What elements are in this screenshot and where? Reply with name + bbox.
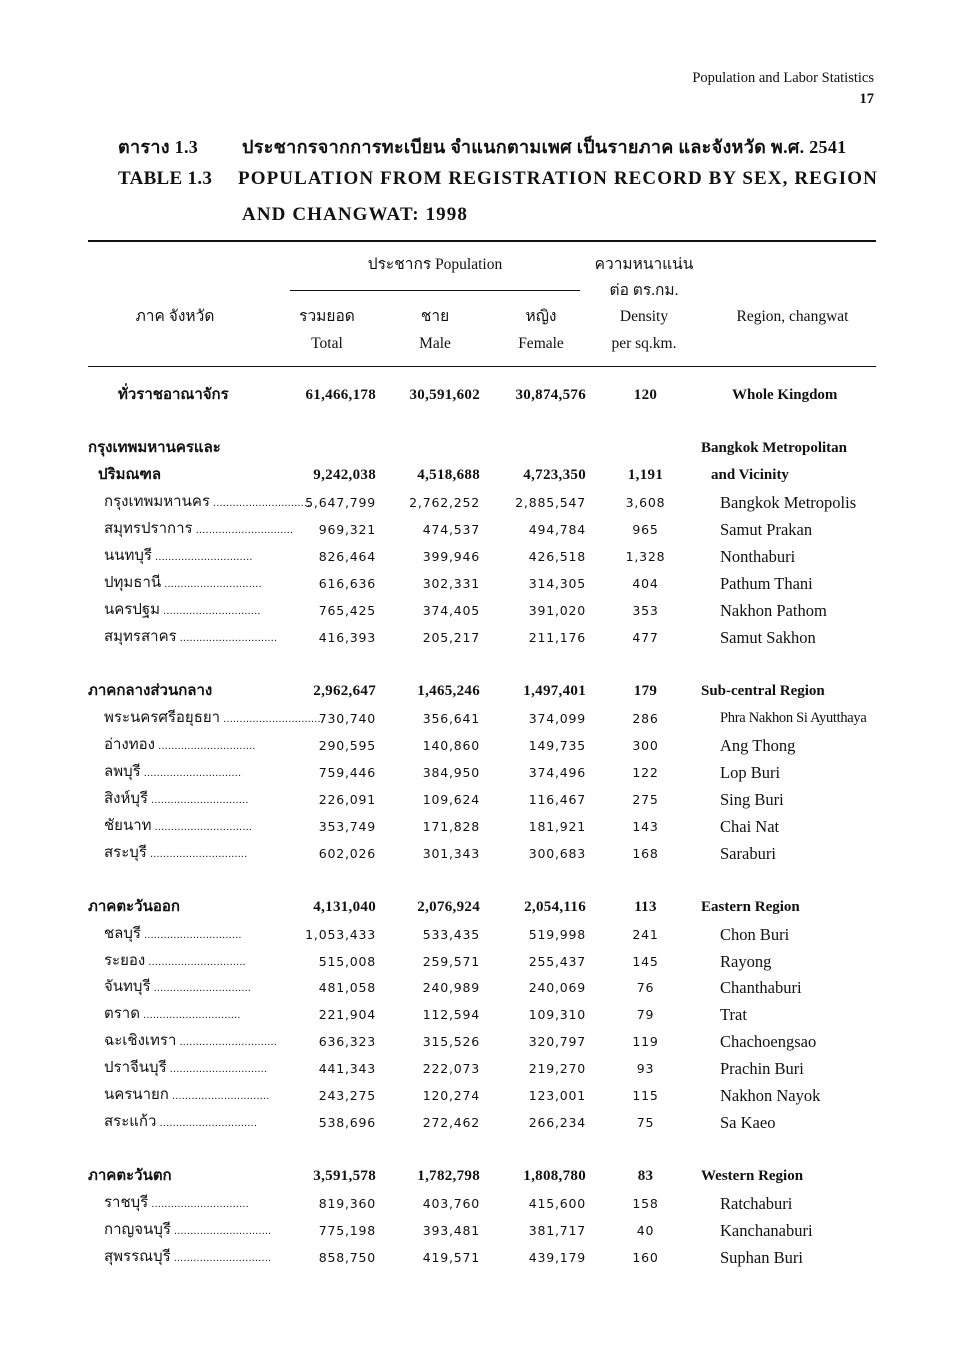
leader-dots: .............................. (170, 1252, 272, 1264)
cell-male: 120,274 (422, 1088, 480, 1103)
leader-dots: .............................. (140, 929, 242, 941)
cell-region-thai (104, 1244, 272, 1271)
cell-female: 109,310 (528, 1007, 586, 1022)
caption-english-text: POPULATION FROM REGISTRATION RECORD BY SEX, REGION (237, 168, 878, 189)
cell-region-thai: กรุงเทพมหานครและ (88, 440, 221, 456)
cell-region-thai (104, 1001, 269, 1028)
cell-density: 158 (632, 1196, 659, 1211)
cell-total: 353,749 (318, 819, 376, 834)
leader-dots: .............................. (145, 956, 246, 968)
cell-region-thai (88, 894, 253, 921)
cell-female: 374,496 (528, 765, 586, 780)
table-row-region-heading (88, 435, 888, 462)
cell-total: 858,750 (318, 1250, 376, 1265)
table-row-province (88, 948, 888, 975)
cell-female: 219,270 (528, 1061, 586, 1076)
cell-male: 240,989 (422, 980, 480, 995)
cell-region-thai (104, 732, 269, 759)
leader-dots: .............................. (151, 551, 253, 563)
cell-region-thai-label: ลพบุรี (104, 764, 141, 780)
cell-region-thai: ปริมณฑล (98, 467, 162, 483)
cell-region-thai-label: ชลบุรี (104, 926, 141, 942)
cell-region-english: Nonthaburi (720, 547, 796, 566)
cell-male: 140,860 (422, 738, 480, 753)
cell-density: 113 (634, 899, 657, 915)
cell-total: 4,131,040 (313, 899, 376, 915)
cell-region-english: Sa Kaeo (720, 1113, 776, 1132)
table-row-province (88, 921, 888, 948)
cell-density: 122 (632, 765, 659, 780)
cell-male: 109,624 (422, 792, 480, 807)
cell-total: 1,053,433 (305, 927, 376, 942)
cell-male: 222,073 (422, 1061, 480, 1076)
header-female-english: Female (518, 335, 564, 352)
cell-region-thai (104, 1028, 278, 1055)
cell-region-thai (104, 624, 278, 651)
cell-total: 819,360 (318, 1196, 376, 1211)
cell-region-english: Samut Prakan (720, 520, 813, 539)
cell-region-thai (104, 1217, 272, 1244)
cell-density: 83 (637, 1168, 654, 1184)
cell-female: 181,921 (528, 819, 586, 834)
cell-region-english: Chachoengsao (720, 1032, 817, 1051)
cell-region-english: Pathum Thani (720, 574, 813, 593)
table-row-province (88, 516, 888, 543)
cell-male: 315,526 (422, 1034, 480, 1049)
header-total-english: Total (311, 335, 343, 352)
leader-dots: .............................. (170, 1225, 272, 1237)
cell-total: 765,425 (318, 603, 376, 618)
cell-male: 356,641 (422, 711, 480, 726)
cell-female: 320,797 (528, 1034, 586, 1049)
running-head (692, 68, 874, 110)
cell-female: 1,497,401 (523, 683, 586, 699)
cell-region-thai (104, 759, 269, 786)
table-row-region-total (88, 462, 888, 489)
cell-total: 290,595 (318, 738, 376, 753)
leader-dots: .............................. (146, 848, 248, 860)
cell-female: 2,885,547 (515, 495, 586, 510)
table-row-province (88, 813, 888, 840)
cell-density: 1,328 (625, 549, 666, 564)
header-region-thai: ภาค จังหวัด (135, 308, 215, 325)
cell-density: 179 (633, 683, 658, 699)
cell-total: 636,323 (318, 1034, 376, 1049)
header-density-thai-unit: ต่อ ตร.กม. (609, 282, 679, 299)
table-row-region-total (88, 894, 888, 921)
leader-dots: .............................. (209, 497, 311, 509)
header-population-rule (290, 290, 580, 291)
cell-total: 221,904 (318, 1007, 376, 1022)
header-male-english: Male (419, 335, 451, 352)
cell-total: 61,466,178 (305, 387, 376, 403)
header-region-english: Region, changwat (736, 308, 849, 325)
table-row-province (88, 732, 888, 759)
cell-density: 3,608 (625, 495, 666, 510)
cell-region-thai (104, 489, 311, 516)
cell-density: 75 (636, 1115, 655, 1130)
cell-region-thai (104, 570, 269, 597)
cell-region-thai (104, 543, 269, 570)
cell-density: 965 (632, 522, 659, 537)
cell-region-english: Samut Sakhon (720, 628, 816, 647)
cell-density: 145 (632, 954, 659, 969)
cell-region-thai (104, 813, 269, 840)
cell-female: 240,069 (528, 980, 586, 995)
cell-region-thai (104, 1109, 269, 1136)
leader-dots: .............................. (220, 713, 321, 725)
caption-thai-label: ตาราง 1.3 (118, 137, 199, 157)
cell-female: 439,179 (528, 1250, 586, 1265)
cell-region-thai (104, 786, 269, 813)
table-row-province (88, 786, 888, 813)
cell-region-thai-label: ปทุมธานี (104, 575, 162, 591)
cell-total: 3,591,578 (313, 1168, 376, 1184)
header-total-thai: รวมยอด (299, 308, 355, 325)
table-row-province (88, 1190, 888, 1217)
cell-total: 5,647,799 (305, 495, 376, 510)
cell-total: 226,091 (318, 792, 376, 807)
leader-dots: .............................. (166, 1063, 268, 1075)
cell-density: 286 (632, 711, 659, 726)
cell-region-thai (88, 678, 253, 705)
table-caption (118, 132, 878, 240)
cell-region-thai (104, 974, 269, 1001)
table-row-province (88, 759, 888, 786)
cell-region-english: Western Region (701, 1168, 804, 1184)
header-density-english: Density (619, 308, 669, 325)
table-row-province (88, 597, 888, 624)
cell-region-english: Nakhon Pathom (720, 601, 827, 620)
cell-region-english: Eastern Region (701, 899, 800, 915)
cell-female: 300,683 (528, 846, 586, 861)
cell-density: 241 (632, 927, 659, 942)
cell-region-thai-label: ภาคกลางส่วนกลาง (88, 683, 213, 699)
header-male-thai: ชาย (420, 308, 450, 325)
cell-region-thai-label: สุพรรณบุรี (104, 1249, 171, 1265)
caption-thai (118, 132, 878, 168)
cell-female: 391,020 (528, 603, 586, 618)
cell-male: 2,762,252 (409, 495, 480, 510)
table-row-province (88, 1244, 888, 1271)
cell-male: 112,594 (422, 1007, 480, 1022)
cell-region-thai-label: สระแก้ว (104, 1114, 157, 1130)
cell-density: 76 (636, 980, 655, 995)
table-row-region-total (88, 1163, 888, 1190)
cell-region-thai-label: ภาคตะวันออก (88, 899, 180, 915)
cell-female: 266,234 (528, 1115, 586, 1130)
table-row-province (88, 570, 888, 597)
cell-density: 40 (636, 1223, 655, 1238)
cell-region-english: Trat (720, 1005, 747, 1024)
leader-dots: .............................. (168, 1090, 270, 1102)
cell-total: 969,321 (318, 522, 376, 537)
cell-male: 419,571 (422, 1250, 480, 1265)
cell-male: 1,782,798 (417, 1168, 480, 1184)
cell-region-thai-label: ราชบุรี (104, 1195, 149, 1211)
cell-female: 314,305 (528, 576, 586, 591)
cell-density: 275 (632, 792, 659, 807)
cell-density: 404 (632, 576, 659, 591)
cell-region-english: Sub-central Region (701, 683, 825, 699)
cell-total: 9,242,038 (313, 467, 376, 483)
cell-total: 602,026 (318, 846, 376, 861)
cell-female: 2,054,116 (524, 899, 586, 915)
leader-dots: .............................. (151, 821, 253, 833)
leader-dots: .............................. (147, 794, 249, 806)
cell-region-thai-label: ตราด (104, 1006, 140, 1022)
cell-female: 494,784 (528, 522, 586, 537)
cell-region-thai-label: สมุทรปราการ (104, 521, 193, 537)
cell-total: 616,636 (318, 576, 376, 591)
cell-female: 426,518 (528, 549, 586, 564)
cell-region-english: Suphan Buri (720, 1248, 803, 1267)
cell-female: 4,723,350 (523, 467, 586, 483)
cell-region-thai-label: นครปฐม (104, 602, 161, 618)
table-row-province (88, 1217, 888, 1244)
cell-female: 123,001 (528, 1088, 586, 1103)
cell-total: 759,446 (318, 765, 376, 780)
cell-density: 120 (633, 387, 658, 403)
cell-total: 416,393 (318, 630, 376, 645)
cell-region-thai (88, 1163, 253, 1190)
table-row-province (88, 543, 888, 570)
cell-region-thai (104, 516, 294, 543)
cell-female: 255,437 (528, 954, 586, 969)
cell-region-thai (104, 1082, 269, 1109)
leader-dots: .............................. (176, 1036, 278, 1048)
cell-region-thai (104, 921, 269, 948)
caption-english-label: TABLE 1.3 (118, 168, 213, 189)
cell-male: 2,076,924 (417, 899, 480, 915)
cell-region-english: Sing Buri (720, 790, 784, 809)
cell-region-english: and Vicinity (711, 467, 789, 483)
cell-density: 160 (632, 1250, 659, 1265)
header-density-english-unit: per sq.km. (611, 335, 677, 352)
cell-male: 259,571 (422, 954, 480, 969)
cell-region-thai-label: ภาคตะวันตก (88, 1168, 172, 1184)
cell-female: 116,467 (528, 792, 586, 807)
cell-male: 272,462 (422, 1115, 480, 1130)
cell-region-english: Bangkok Metropolitan (701, 440, 847, 456)
cell-female: 374,099 (528, 711, 586, 726)
cell-region-thai-label: ชัยนาท (104, 818, 152, 834)
cell-male: 403,760 (422, 1196, 480, 1211)
cell-region-english: Ang Thong (720, 736, 796, 755)
cell-region-english: Ratchaburi (720, 1194, 793, 1213)
cell-region-thai-label: สระบุรี (104, 845, 147, 861)
leader-dots: .............................. (148, 1198, 249, 1210)
header-density-thai: ความหนาแน่น (594, 256, 694, 273)
cell-male: 30,591,602 (409, 387, 480, 403)
table-row-province (88, 489, 888, 516)
cell-male: 302,331 (422, 576, 480, 591)
cell-total: 2,962,647 (313, 683, 376, 699)
table-row-province (88, 1028, 888, 1055)
cell-male: 171,828 (422, 819, 480, 834)
cell-density: 79 (636, 1007, 655, 1022)
cell-male: 4,518,688 (417, 467, 480, 483)
table-row-province (88, 840, 888, 867)
cell-region-thai-label: จันทบุรี (104, 979, 151, 995)
cell-region-thai-label: ระยอง (104, 953, 146, 969)
cell-male: 399,946 (422, 549, 480, 564)
leader-dots: .............................. (150, 982, 252, 994)
cell-density: 115 (632, 1088, 659, 1103)
cell-density: 300 (632, 738, 659, 753)
header-female-thai: หญิง (525, 308, 557, 325)
cell-region-thai-label: อ่างทอง (104, 737, 155, 753)
cell-region-english: Rayong (720, 952, 772, 971)
cell-total: 243,275 (318, 1088, 376, 1103)
cell-region-thai (104, 948, 269, 975)
cell-male: 374,405 (422, 603, 480, 618)
cell-density: 143 (632, 819, 659, 834)
table-row-province (88, 705, 888, 732)
cell-region-thai-label: พระนครศรีอยุธยา (104, 710, 221, 726)
cell-region-thai-label: กรุงเทพมหานคร (104, 494, 210, 510)
cell-male: 301,343 (422, 846, 480, 861)
cell-region-thai-label: ปราจีนบุรี (104, 1060, 167, 1076)
cell-region-english: Nakhon Nayok (720, 1086, 821, 1105)
leader-dots: .............................. (161, 578, 262, 590)
cell-female: 30,874,576 (515, 387, 586, 403)
cell-region-thai (104, 597, 269, 624)
cell-male: 384,950 (422, 765, 480, 780)
page-number: 17 (859, 91, 874, 107)
table-row-province (88, 624, 888, 651)
table-row-province (88, 1001, 888, 1028)
table-row-whole-kingdom (88, 382, 888, 409)
cell-region-thai (104, 1055, 269, 1082)
cell-region-english: Chanthaburi (720, 978, 802, 997)
cell-female: 149,735 (528, 738, 586, 753)
cell-male: 474,537 (422, 522, 480, 537)
cell-total: 515,008 (318, 954, 376, 969)
cell-female: 211,176 (528, 630, 586, 645)
cell-female: 1,808,780 (523, 1168, 586, 1184)
cell-region-english: Phra Nakhon Si Ayutthaya (720, 710, 867, 726)
cell-total: 481,058 (318, 980, 376, 995)
table-row-province (88, 974, 888, 1001)
caption-english (118, 168, 878, 204)
table-row-province (88, 1109, 888, 1136)
cell-region-english: Bangkok Metropolis (720, 493, 857, 512)
header-population: ประชากร Population (367, 256, 503, 273)
cell-region-thai-label: ฉะเชิงเทรา (104, 1033, 177, 1049)
cell-density: 353 (632, 603, 659, 618)
cell-total: 730,740 (318, 711, 376, 726)
table-row-province (88, 1055, 888, 1082)
cell-total: 441,343 (318, 1061, 376, 1076)
table-header-rule (88, 366, 876, 367)
table-top-rule (88, 240, 876, 242)
cell-male: 533,435 (422, 927, 480, 942)
cell-male: 1,465,246 (417, 683, 480, 699)
cell-region-thai-label: นนทบุรี (104, 548, 152, 564)
cell-region-thai-label: สมุทรสาคร (104, 629, 177, 645)
leader-dots: .............................. (192, 524, 294, 536)
cell-density: 168 (632, 846, 659, 861)
cell-region-english: Lop Buri (720, 763, 781, 782)
leader-dots: .............................. (160, 605, 261, 617)
cell-region-thai-label: นครนายก (104, 1087, 169, 1103)
cell-region-thai-label: กาญจนบุรี (104, 1222, 171, 1238)
cell-region-thai: ทั่วราชอาณาจักร (118, 387, 229, 403)
cell-region-thai-label: สิงห์บุรี (104, 791, 148, 807)
leader-dots: .............................. (154, 740, 256, 752)
leader-dots: .............................. (140, 767, 242, 779)
cell-female: 519,998 (528, 927, 586, 942)
caption-english-continued: AND CHANGWAT: 1998 (242, 204, 468, 225)
cell-density: 93 (636, 1061, 655, 1076)
cell-density: 477 (632, 630, 659, 645)
cell-region-english: Chai Nat (720, 817, 780, 836)
running-head-title: Population and Labor Statistics (692, 70, 874, 86)
cell-female: 381,717 (528, 1223, 586, 1238)
cell-region-thai (104, 1190, 269, 1217)
leader-dots: .............................. (156, 1117, 258, 1129)
caption-thai-text: ประชากรจากการทะเบียน จำแนกตามเพศ เป็นรายภาค และจังหวัด พ.ศ. 2541 (242, 137, 847, 157)
cell-region-english: Chon Buri (720, 925, 790, 944)
table-row-province (88, 1082, 888, 1109)
cell-density: 1,191 (627, 467, 664, 483)
cell-male: 205,217 (422, 630, 480, 645)
cell-region-english: Prachin Buri (720, 1059, 804, 1078)
cell-total: 775,198 (318, 1223, 376, 1238)
cell-female: 415,600 (528, 1196, 586, 1211)
leader-dots: .............................. (139, 1009, 241, 1021)
cell-region-english: Saraburi (720, 844, 776, 863)
table-row-region-total (88, 678, 888, 705)
cell-region-thai (104, 705, 321, 732)
cell-male: 393,481 (422, 1223, 480, 1238)
cell-total: 826,464 (318, 549, 376, 564)
cell-region-thai (104, 840, 269, 867)
cell-density: 119 (632, 1034, 659, 1049)
cell-total: 538,696 (318, 1115, 376, 1130)
cell-region-english: Kanchanaburi (720, 1221, 813, 1240)
leader-dots: .............................. (176, 632, 278, 644)
cell-region-english: Whole Kingdom (732, 387, 838, 403)
